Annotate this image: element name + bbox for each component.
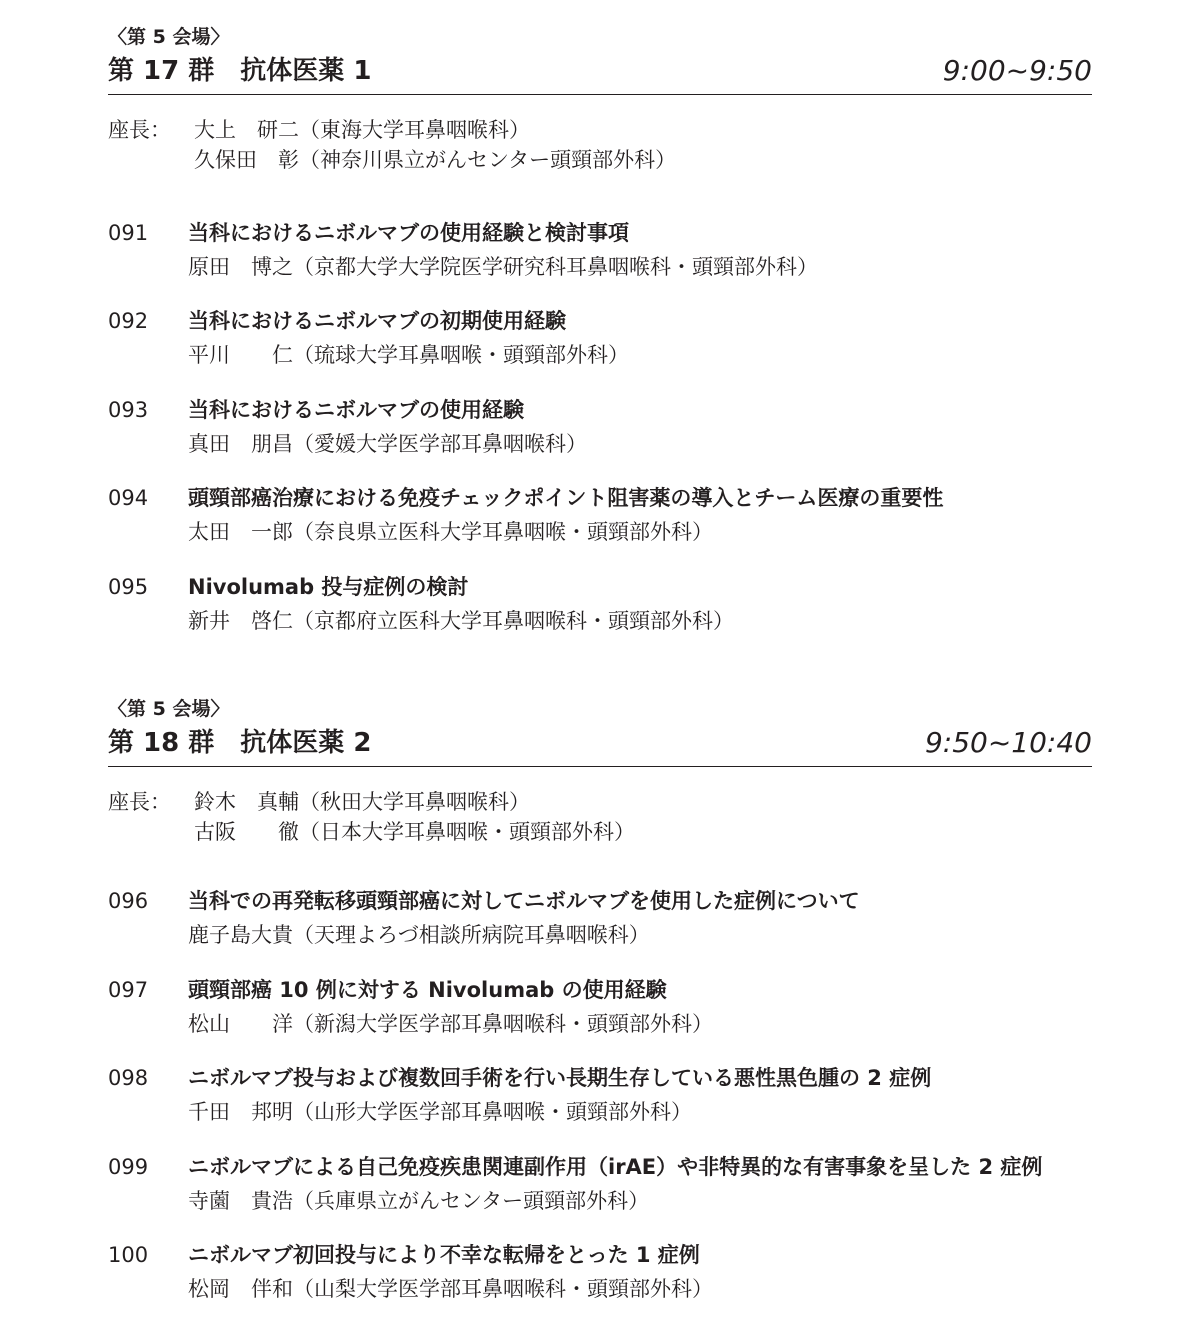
talk-item (108, 395, 1092, 465)
talk-author: 新井 啓仁（京都府立医科大学耳鼻咽喉科・頭頸部外科） (188, 609, 734, 633)
session-header (108, 50, 1092, 95)
chair-name: 古阪 徹（日本大学耳鼻咽喉・頭頸部外科） (194, 820, 635, 844)
talk-title: Nivolumab 投与症例の検討 (188, 575, 469, 599)
talk-item (108, 306, 1092, 376)
session-time: 9:00~9:50 (942, 54, 1092, 87)
talk-title: ニボルマブ投与および複数回手術を行い長期生存している悪性黒色腫の 2 症例 (188, 1066, 932, 1090)
chair-label: 座長： (108, 118, 171, 142)
talk-title: 頭頸部癌 10 例に対する Nivolumab の使用経験 (188, 978, 667, 1002)
session-17 (108, 24, 1092, 179)
talk-author: 松岡 伴和（山梨大学医学部耳鼻咽喉科・頭頸部外科） (188, 1277, 713, 1301)
talk-item (108, 886, 1092, 956)
talk-title: 当科での再発転移頭頸部癌に対してニボルマブを使用した症例について (188, 889, 860, 913)
talk-number: 095 (108, 575, 149, 599)
session-title: 第 17 群 抗体医薬 1 (108, 56, 372, 86)
talk-item (108, 483, 1092, 553)
talk-item (108, 975, 1092, 1045)
chair-name: 大上 研二（東海大学耳鼻咽喉科） (194, 118, 530, 142)
session-time: 9:50~10:40 (924, 726, 1092, 759)
talk-number: 099 (108, 1155, 149, 1179)
chairs-block (108, 787, 1092, 851)
session-header (108, 722, 1092, 767)
talk-title: 当科におけるニボルマブの使用経験 (188, 398, 524, 422)
talk-title: ニボルマブ初回投与により不幸な転帰をとった 1 症例 (188, 1243, 700, 1267)
talk-item (108, 1063, 1092, 1133)
venue-label: 〈第 5 会場〉 (108, 698, 230, 720)
talk-title: 当科におけるニボルマブの初期使用経験 (188, 309, 566, 333)
venue-label: 〈第 5 会場〉 (108, 26, 230, 48)
talk-item (108, 572, 1092, 642)
talk-number: 100 (108, 1243, 149, 1267)
talk-number: 093 (108, 398, 149, 422)
chair-name: 鈴木 真輔（秋田大学耳鼻咽喉科） (194, 790, 530, 814)
talk-author: 真田 朋昌（愛媛大学医学部耳鼻咽喉科） (188, 432, 587, 456)
talk-author: 原田 博之（京都大学大学院医学研究科耳鼻咽喉科・頭頸部外科） (188, 255, 818, 279)
talk-number: 094 (108, 486, 149, 510)
talk-number: 097 (108, 978, 149, 1002)
talk-item (108, 218, 1092, 288)
session-title: 第 18 群 抗体医薬 2 (108, 728, 372, 758)
talk-number: 096 (108, 889, 149, 913)
chairs-block (108, 115, 1092, 179)
talk-author: 鹿子島大貴（天理よろづ相談所病院耳鼻咽喉科） (188, 923, 650, 947)
talk-author: 平川 仁（琉球大学耳鼻咽喉・頭頸部外科） (188, 343, 629, 367)
session-18 (108, 696, 1092, 851)
talk-item (108, 1152, 1092, 1222)
chair-name: 久保田 彰（神奈川県立がんセンター頭頸部外科） (194, 148, 677, 172)
talk-author: 松山 洋（新潟大学医学部耳鼻咽喉科・頭頸部外科） (188, 1012, 713, 1036)
talk-number: 091 (108, 221, 149, 245)
talk-title: 頭頸部癌治療における免疫チェックポイント阻害薬の導入とチーム医療の重要性 (188, 486, 944, 510)
talk-number: 092 (108, 309, 149, 333)
chair-label: 座長： (108, 790, 171, 814)
talk-item (108, 1240, 1092, 1310)
talk-author: 千田 邦明（山形大学医学部耳鼻咽喉・頭頸部外科） (188, 1100, 692, 1124)
talk-number: 098 (108, 1066, 149, 1090)
talk-title: 当科におけるニボルマブの使用経験と検討事項 (188, 221, 629, 245)
talk-author: 太田 一郎（奈良県立医科大学耳鼻咽喉・頭頸部外科） (188, 520, 713, 544)
talk-title: ニボルマブによる自己免疫疾患関連副作用（irAE）や非特異的な有害事象を呈した 2 症例 (188, 1155, 1043, 1179)
talk-author: 寺薗 貴浩（兵庫県立がんセンター頭頸部外科） (188, 1189, 650, 1213)
